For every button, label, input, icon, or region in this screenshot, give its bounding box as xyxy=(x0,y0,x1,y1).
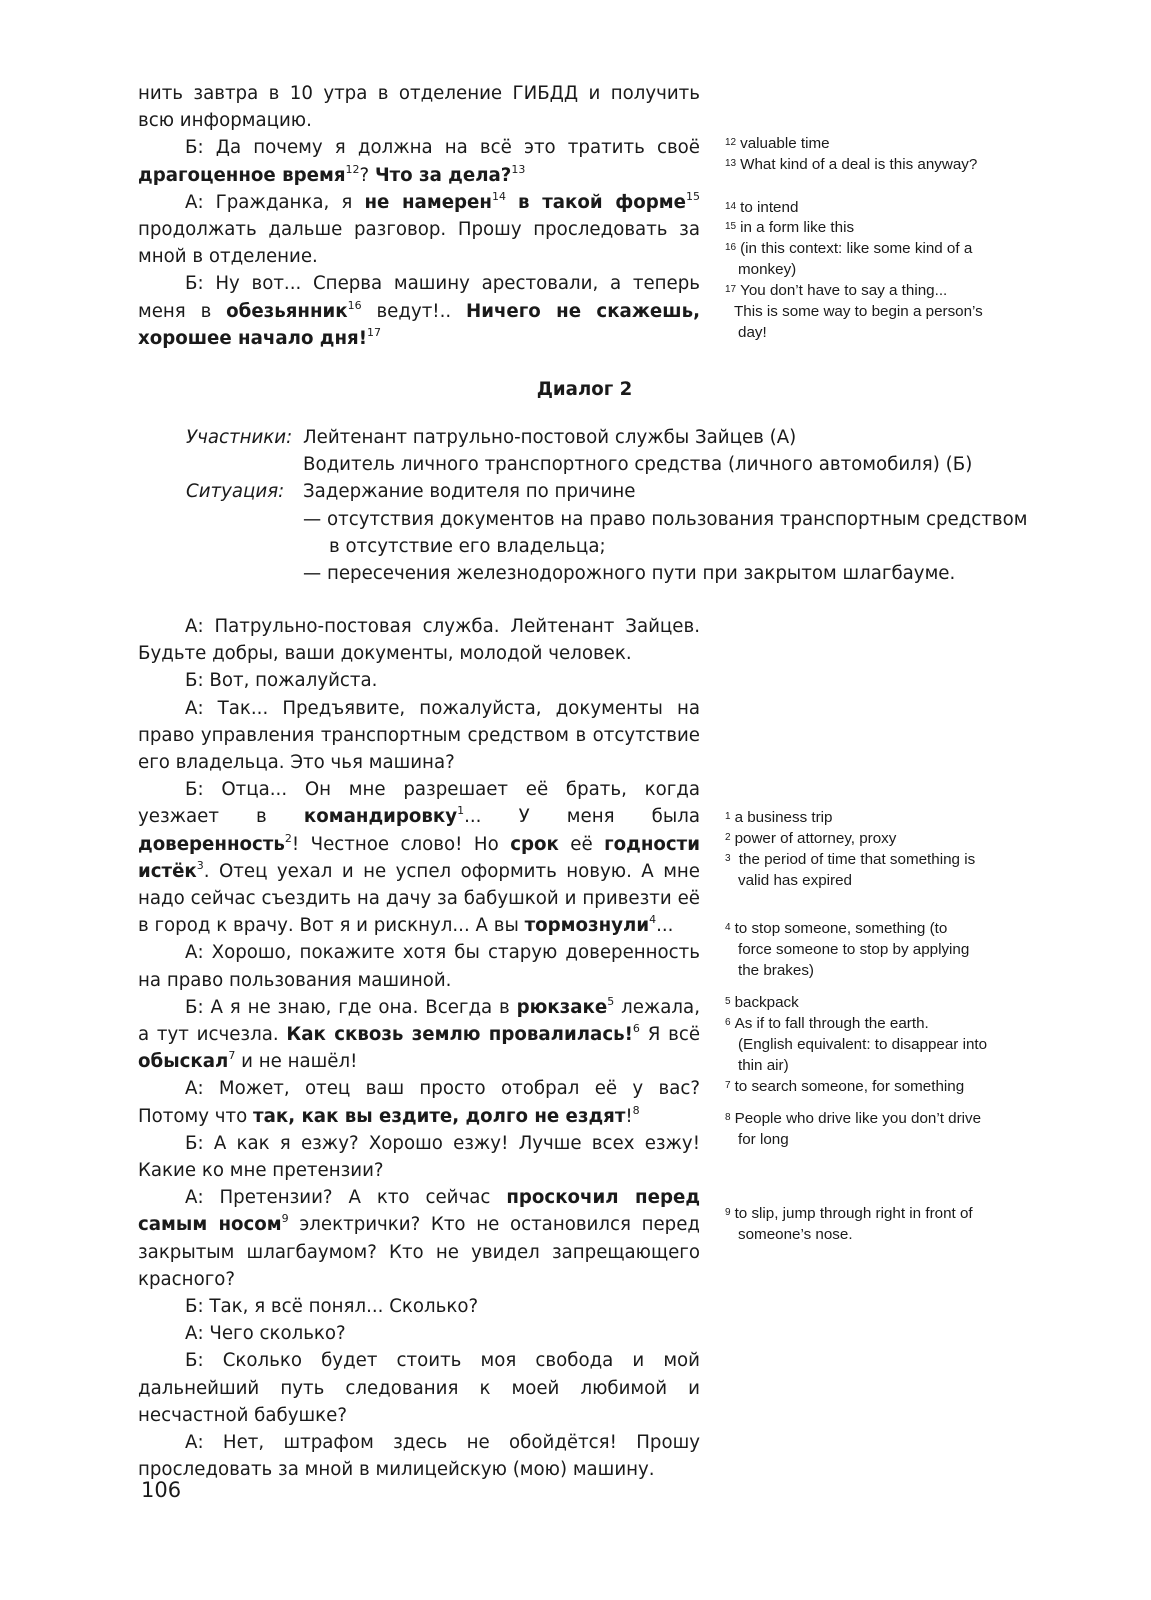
paragraph: Б: Ну вот... Сперва машину арестовали, а теперь меня в обезьянник$^{16}$ ведут!.. Ничего не скажешь, хорошее начало дня!$^{17}$ xyxy=(138,273,700,349)
gloss-8: $^8$ People who drive like you don’t drive for long xyxy=(725,1110,982,1148)
dialog-line: А: Так... Предъявите, пожалуйста, документы на право управления транспортным средством в отсутствие его владельца. Это чья машина? xyxy=(138,697,700,774)
dialog-line: Б: А я не знаю, где она. Всегда в рюкзаке$^5$ лежала, а тут исчезла. Как сквозь землю провалилась!$^6$ Я всё обыскал$^7$ и не нашёл! xyxy=(138,994,701,1073)
dialog-title: Диалог 2 xyxy=(536,379,633,400)
gloss-3: $^3$ the period of time that something is valid has expired xyxy=(725,851,976,889)
situation-label: Ситуация: xyxy=(186,481,285,503)
dialog-line: А: Чего сколько? xyxy=(185,1323,346,1345)
gloss-7: $^7$ to search someone, for something xyxy=(725,1078,965,1095)
dialog-line: А: Хорошо, покажите хотя бы старую доверенность на право пользования машиной. xyxy=(138,942,700,991)
gloss-6: $^6$ As if to fall through the earth. (English equivalent: to disappear into thin air) xyxy=(725,1015,988,1074)
dialog-line: А: Претензии? А кто сейчас проскочил перед самым носом$^9$ электрички? Кто не остановился перед закрытым шлагбаумом? Кто не увидел запрещающего красного? xyxy=(138,1187,701,1290)
gloss-2: $^2$ power of attorney, proxy xyxy=(725,830,897,847)
gloss-1: $^1$ a business trip xyxy=(725,809,833,826)
gloss-4: $^4$ to stop someone, something (to force someone to stop by applying the brakes) xyxy=(725,920,970,979)
dialog-line: Б: Вот, пожалуйста. xyxy=(185,670,378,692)
paragraph: нить завтра в 10 утра в отделение ГИБДД и получить всю информацию. xyxy=(138,83,700,132)
situation-text: Задержание водителя по причине xyxy=(303,481,636,503)
gloss-15: $^{15}$ in a form like this xyxy=(725,219,855,236)
gloss-12: $^{12}$ valuable time xyxy=(725,135,830,152)
dialog-line: Б: Сколько будет стоить моя свобода и мой дальнейший путь следования к моей любимой и несчастной бабушке? xyxy=(138,1350,700,1426)
dialog-line: Б: А как я езжу? Хорошо езжу! Лучше всех езжу! Какие ко мне претензии? xyxy=(138,1132,700,1182)
participant-b: Водитель личного транспортного средства (личного автомобиля) (Б) xyxy=(303,454,973,476)
page-number: 106 xyxy=(141,1478,182,1502)
paragraph: А: Гражданка, я не намерен$^{14}$ в такой форме$^{15}$ продолжать дальше разговор. Прошу проследовать за мной в отделение. xyxy=(138,189,700,268)
gloss-13: $^{13}$ What kind of a deal is this anyway? xyxy=(725,156,978,173)
gloss-9: $^9$ to slip, jump through right in front of someone’s nose. xyxy=(725,1205,973,1243)
dialog-line: А: Может, отец ваш просто отобрал её у вас? Потому что так, как вы ездите, долго не ездят!$^8$ xyxy=(138,1078,700,1127)
dialog-line: Б: Отца... Он мне разрешает её брать, когда уезжает в командировку$^1$... У меня была доверенность$^2$! Честное слово! Но срок её годности истёк$^3$. Отец уехал и не успел оформить новую. А мне надо сейчас съездить на дачу за бабушкой и привезти её в город к врачу. Вот я и рискнул... А вы тормознули$^4$... xyxy=(138,779,700,937)
dialog-line: А: Патрульно-постовая служба. Лейтенант Зайцев. Будьте добры, ваши документы, молодой человек. xyxy=(138,616,700,665)
dialog-body xyxy=(138,613,700,1484)
reason-1: — отсутствия документов на право пользования транспортным средством xyxy=(303,508,1028,530)
reason-1-cont: в отсутствие его владельца; xyxy=(329,535,606,557)
dialog-line: Б: Так, я всё понял... Сколько? xyxy=(185,1296,479,1318)
gloss-16: $^{16}$ (in this context: like some kind of a monkey) xyxy=(725,240,973,278)
dialog-line: А: Нет, штрафом здесь не обойдётся! Прошу проследовать за мной в милицейскую (мою) машину. xyxy=(138,1432,700,1481)
gloss-17: $^{17}$ You don’t have to say a thing... This is some way to begin a person’s day! xyxy=(725,282,983,341)
reason-2: — пересечения железнодорожного пути при закрытом шлагбауме. xyxy=(303,562,956,584)
gloss-5: $^5$ backpack xyxy=(725,994,799,1011)
paragraph: Б: Да почему я должна на всё это тратить своё драгоценное время$^{12}$? Что за дела?$^{13}$ xyxy=(138,137,700,186)
participants-label: Участники: xyxy=(186,427,293,448)
gloss-14: $^{14}$ to intend xyxy=(725,199,799,216)
participant-a: Лейтенант патрульно-постовой службы Зайцев (А) xyxy=(303,427,797,448)
top-text-block xyxy=(138,80,700,352)
